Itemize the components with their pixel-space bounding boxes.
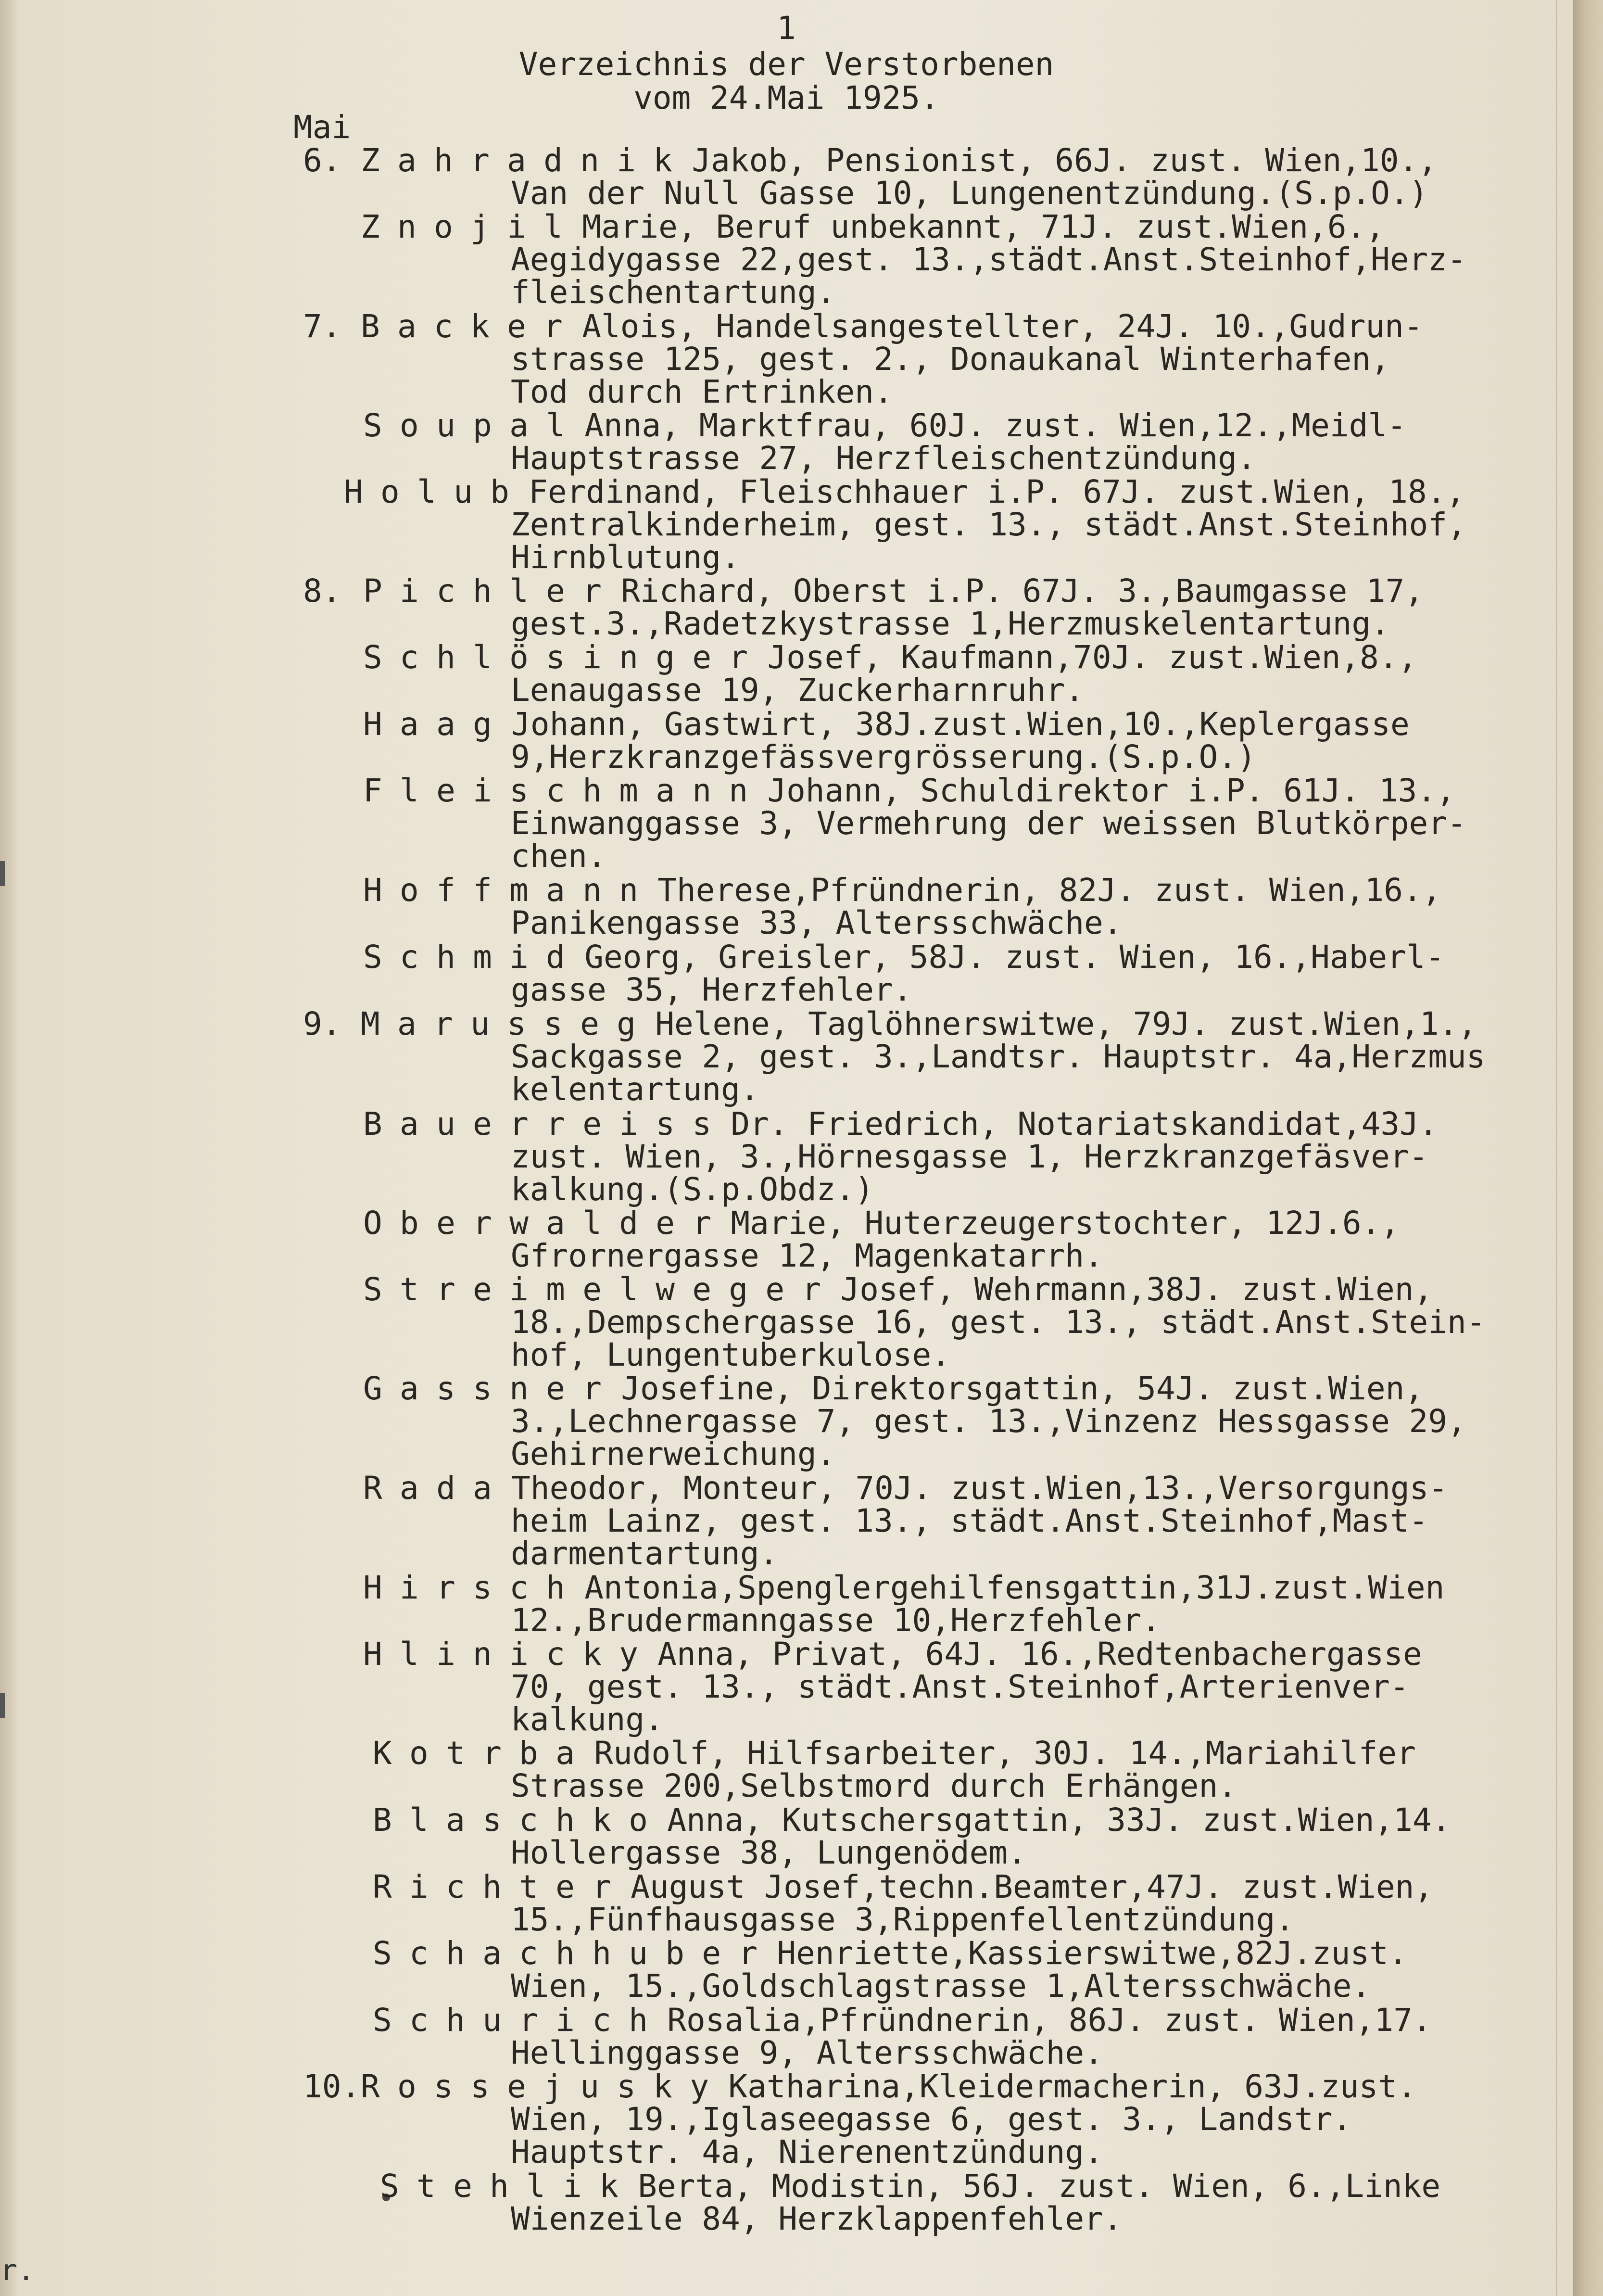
entry-first-line [0,144,1573,177]
entry-continuation-line: Hauptstr. 4a, Nierenentzündung. [511,2133,1103,2170]
register-entry [0,409,1573,475]
entry-surname: Hirsch [363,1569,583,1606]
entry-surname: Hoffmann [363,872,656,909]
entry-first-line [0,572,1573,609]
entry-details: Anna, Marktfrau, 60J. zust. Wien,12.,Meidl- [584,407,1406,444]
entry-first-line [0,409,1573,442]
entry-surname: Schachhuber [373,1935,775,1972]
entry-first-line [0,1569,1573,1606]
entry-continuation-line: 12.,Brudermanngasse 10,Herzfehler. [511,1602,1161,1639]
entry-details: Richard, Oberst i.P. 67J. 3.,Baumgasse 17, [621,572,1424,609]
entry-details: Theodor, Monteur, 70J. zust.Wien,13.,Versorgungs- [511,1470,1448,1507]
entry-details: Josefine, Direktorsgattin, 54J. zust.Wien, [621,1370,1424,1407]
entry-surname: Bauerreiss [363,1105,729,1142]
register-entry [0,1801,1573,1871]
register-entry [0,1868,1573,1938]
entry-first-line [0,1372,1573,1405]
register-entry [0,1372,1573,1471]
entry-surname: Holub [344,473,527,510]
entry-continuation-line: gest.3.,Radetzkystrasse 1,Herzmuskelentartung. [511,605,1390,642]
entry-continuation-line: gasse 35, Herzfehler. [511,971,912,1008]
entry-surname: Oberwalder [363,1205,729,1242]
entry-first-line [0,2004,1573,2037]
entry-details: Dr. Friedrich, Notariatskandidat,43J. [731,1105,1438,1142]
entry-details: Therese,Pfründnerin, 82J. zust. Wien,16., [657,872,1441,909]
entry-details: Antonia,Spenglergehilfensgattin,31J.zust.Wien [584,1569,1445,1606]
entry-continuation-line: Gehirnerweichung. [511,1435,836,1472]
register-entry [0,572,1573,642]
entry-surname: Znojil [361,208,581,245]
entry-first-line [0,473,1573,510]
entry-date: 6. [303,142,341,179]
entry-first-line [0,1273,1573,1306]
entry-surname: Rossejusky [361,2068,727,2105]
page-edge [1573,0,1603,2296]
margin-note: r. [0,2254,35,2287]
entry-continuation-line: Strasse 200,Selbstmord durch Erhängen. [511,1767,1237,1804]
entry-details: Katharina,Kleidermacherin, 63J.zust. [728,2068,1416,2105]
register-entry [0,208,1573,311]
entry-first-line [0,1207,1573,1240]
entry-continuation-line: fleischentartung. [511,274,836,311]
entry-surname: Marusseg [361,1005,654,1042]
entry-details: Johann, Gastwirt, 38J.zust.Wien,10.,Keplergasse [511,706,1410,743]
entry-details: Helene, Taglöhnerswitwe, 79J. zust.Wien,1., [655,1005,1477,1042]
entry-first-line [0,2170,1573,2203]
entry-surname: Streimelweger [363,1271,839,1308]
register-entry [0,1005,1573,1108]
entry-details: Josef, Wehrmann,38J. zust.Wien, [840,1271,1433,1308]
entry-first-line [0,941,1573,974]
entry-surname: Rada [363,1470,510,1507]
entry-details: Rudolf, Hilfsarbeiter, 30J. 14.,Mariahilfer [594,1735,1416,1772]
entry-first-line [0,1472,1573,1505]
entry-first-line [0,1801,1573,1839]
entry-surname: Schmid [363,939,583,976]
register-entry [0,144,1573,210]
entry-first-line [0,708,1573,741]
register-entry [0,2004,1573,2069]
entry-continuation-line: zust. Wien, 3.,Hörnesgasse 1, Herzkranzgefäsver- [511,1138,1428,1175]
entry-continuation-line: Gfrornergasse 12, Magenkatarrh. [511,1237,1103,1274]
entry-continuation-line: Wien, 19.,Iglaseegasse 6, gest. 3., Landstr. [511,2101,1352,2138]
month-label: Mai [293,109,351,146]
entry-continuation-line: 70, gest. 13., städt.Anst.Steinhof,Arterienver- [511,1668,1409,1705]
entry-details: Anna, Kutschersgattin, 33J. zust.Wien,14. [667,1801,1451,1839]
entry-continuation-line: kalkung.(S.p.Obdz.) [511,1171,874,1208]
entry-first-line [0,208,1573,245]
register-entry [0,641,1573,707]
entry-surname: Schurich [373,2002,666,2039]
document-subtitle: vom 24.Mai 1925. [633,79,939,116]
entry-first-line [0,1105,1573,1142]
entry-details: Berta, Modistin, 56J. zust. Wien, 6.,Linke [638,2168,1441,2205]
entry-first-line [0,1937,1573,1970]
entry-continuation-line: darmentartung. [511,1535,779,1572]
entry-surname: Richter [373,1868,629,1905]
entry-continuation-line: Hirnblutung. [511,539,740,576]
entry-continuation-line: 3.,Lechnergasse 7, gest. 13.,Vinzenz Hessgasse 29, [511,1403,1466,1440]
entry-details: Marie, Beruf unbekannt, 71J. zust.Wien,6., [582,208,1385,245]
entry-continuation-line: kalkung. [511,1701,664,1738]
entry-details: Jakob, Pensionist, 66J. zust. Wien,10., [692,142,1438,179]
register-entry [0,1207,1573,1272]
entry-surname: Zahradnik [361,142,690,179]
register-entry [0,1472,1573,1570]
entry-details: Rosalia,Pfründnerin, 86J. zust. Wien,17. [667,2002,1432,2039]
entry-continuation-line: Van der Null Gasse 10, Lungenentzündung.(S.p.O.) [511,175,1428,212]
entry-date: 10. [303,2068,361,2105]
entry-first-line [0,1005,1573,1042]
entry-continuation-line: Sackgasse 2, gest. 3.,Landtsr. Hauptstr. 4a,Herzmus [511,1038,1486,1075]
register-entry [0,708,1573,774]
register-entry [0,874,1573,939]
entry-surname: Pichler [363,572,619,609]
entry-surname: Blaschko [373,1801,666,1839]
entry-continuation-line: Einwanggasse 3, Vermehrung der weissen Blutkörper- [511,805,1466,842]
entry-details: Henriette,Kassierswitwe,82J.zust. [777,1935,1408,1972]
entry-first-line [0,310,1573,343]
entry-details: Anna, Privat, 64J. 16.,Redtenbachergasse [657,1636,1422,1673]
entry-continuation-line: Lenaugasse 19, Zuckerharnruhr. [511,672,1085,709]
entry-continuation-line: Hauptstrasse 27, Herzfleischentzündung. [511,440,1256,477]
entry-details: Marie, Huterzeugerstochter, 12J.6., [731,1205,1400,1242]
entry-surname: Soupal [363,407,583,444]
entry-continuation-line: Wien, 15.,Goldschlagstrasse 1,Altersschwäche. [511,1967,1371,2004]
entry-continuation-line: Wienzeile 84, Herzklappenfehler. [511,2200,1123,2237]
document-title: Verzeichnis der Verstorbenen [518,46,1054,83]
entry-first-line [0,1638,1573,1671]
entry-first-line [0,774,1573,807]
entry-date: 9. [303,1005,341,1042]
entry-first-line [0,641,1573,674]
entry-continuation-line: Hellinggasse 9, Altersschwäche. [511,2034,1103,2071]
register-entry [0,941,1573,1006]
entry-continuation-line: Panikengasse 33, Altersschwäche. [511,904,1123,941]
entry-continuation-line: strasse 125, gest. 2., Donaukanal Winterhafen, [511,341,1390,378]
entry-continuation-line: 18.,Dempschergasse 16, gest. 13., städt.Anst.Stein- [511,1304,1486,1341]
entry-surname: Fleischmann [363,772,766,809]
register-entry [0,774,1573,873]
death-register-list [0,144,1573,2235]
register-entry [0,1569,1573,1639]
register-entry [0,1638,1573,1736]
entry-continuation-line: Hollergasse 38, Lungenödem. [511,1834,1027,1871]
register-entry [0,2070,1573,2169]
entry-details: Johann, Schuldirektor i.P. 61J. 13., [767,772,1455,809]
entry-surname: Hlinicky [363,1636,656,1673]
entry-continuation-line: kelentartung. [511,1071,759,1108]
entry-details: Ferdinand, Fleischhauer i.P. 67J. zust.Wien, 18., [529,473,1465,510]
register-entry [0,310,1573,408]
register-entry [0,1737,1573,1802]
entry-continuation-line: heim Lainz, gest. 13., städt.Anst.Steinhof,Mast- [511,1502,1428,1539]
entry-first-line [0,874,1573,907]
register-entry [0,2170,1573,2235]
entry-continuation-line: Zentralkinderheim, gest. 13., städt.Anst.Steinhof, [511,506,1466,543]
entry-continuation-line: 15.,Fünfhausgasse 3,Rippenfellentzündung. [511,1901,1295,1938]
entry-details: August Josef,techn.Beamter,47J. zust.Wien, [631,1868,1434,1905]
entry-details: Josef, Kaufmann,70J. zust.Wien,8., [767,639,1417,676]
entry-surname: Stehlik [380,2168,636,2205]
entry-details: Georg, Greisler, 58J. zust. Wien, 16.,Haberl- [584,939,1445,976]
register-entry [0,1937,1573,2003]
register-entry [0,1105,1573,1208]
entry-continuation-line: 9,Herzkranzgefässvergrösserung.(S.p.O.) [511,738,1256,775]
entry-surname: Backer [361,308,581,345]
page-number: 1 [777,10,796,47]
entry-first-line [0,1868,1573,1905]
entry-continuation-line: Tod durch Ertrinken. [511,373,893,410]
entry-continuation-line: chen. [511,837,606,875]
entry-continuation-line: Aegidygasse 22,gest. 13.,städt.Anst.Steinhof,Herz- [511,241,1466,278]
entry-surname: Kotrba [373,1735,593,1772]
entry-surname: Schlösinger [363,639,766,676]
entry-surname: Gassner [363,1370,619,1407]
entry-date: 7. [303,308,341,345]
entry-details: Alois, Handelsangestellter, 24J. 10.,Gudrun- [582,308,1423,345]
entry-continuation-line: hof, Lungentuberkulose. [511,1336,950,1373]
entry-first-line [0,1737,1573,1770]
entry-first-line [0,2070,1573,2103]
register-entry [0,473,1573,576]
entry-date: 8. [303,572,341,609]
entry-surname: Haag [363,706,510,743]
register-entry [0,1273,1573,1371]
